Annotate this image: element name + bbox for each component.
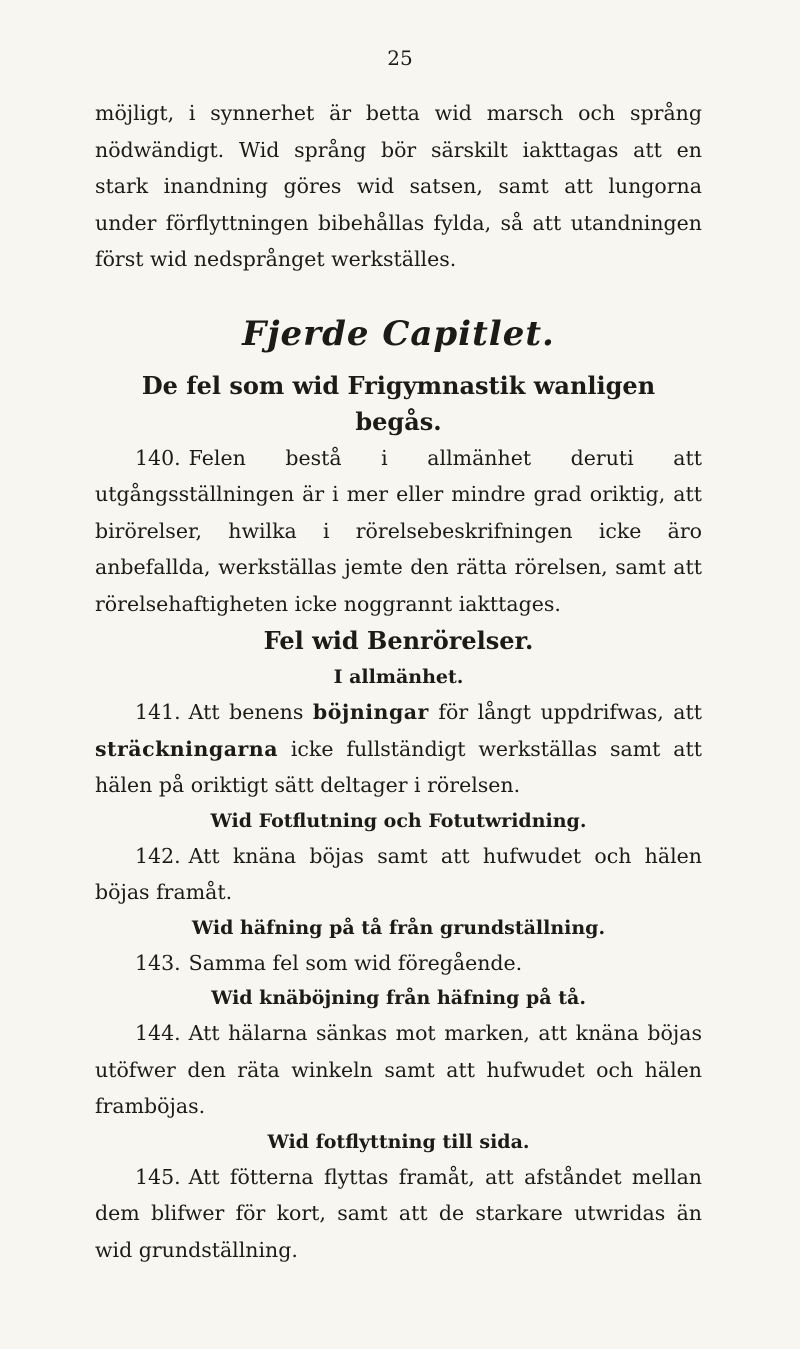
sub-heading-knaboj: Wid knäböjning från häfning på tå. — [211, 987, 586, 1009]
sub-heading-hafning: Wid häfning på tå från grundställning. — [191, 916, 606, 939]
sub-heading-allmanhet: I allmänhet. — [333, 666, 464, 688]
emphasis-term: sträckningarna — [95, 736, 278, 761]
paragraph-number: 143. — [135, 950, 181, 975]
chapter-heading: De fel som wid Frigymnastik wanligen begås. — [141, 370, 656, 436]
paragraph-number: 140. — [135, 445, 181, 470]
paragraph-142 — [95, 838, 702, 911]
paragraph-number: 144. — [135, 1021, 181, 1045]
sub-heading-fotflyttning: Wid fotflyttning till sida. — [267, 1130, 530, 1153]
paragraph-text: Samma fel som wid föregående. — [188, 950, 523, 975]
sub-heading-fotflutning: Wid Fotflutning och Fotutwridning. — [210, 809, 587, 832]
paragraph-140 — [95, 440, 702, 623]
paragraph-number: 141. — [135, 700, 181, 724]
paragraph-144 — [95, 1015, 702, 1125]
emphasis-term: böjningar — [312, 700, 429, 724]
chapter-title: Fjerde Capitlet. — [242, 313, 555, 354]
paragraph-text: Att knäna böjas samt att hufwudet och hälen böjas framåt. — [95, 843, 702, 904]
section-heading: Fel wid Benrörelser. — [263, 626, 534, 655]
paragraph-text: Felen bestå i allmänhet deruti att utgångsställningen är i mer eller mindre grad oriktig, att birörelser, hwilka i rörelsebeskrifningen icke äro anbefallda, werkställas jemte den rätta rörelsen, samt att rörelsehaftigheten icke noggrannt iakttages. — [95, 445, 702, 616]
paragraph-145 — [95, 1159, 702, 1269]
paragraph-text-after: icke fullständigt werkställas samt att hälen på oriktigt sätt deltager i rörelsen. — [95, 736, 702, 797]
paragraph-text-before: Att benens — [188, 700, 304, 724]
paragraph-text: Att fötterna flyttas framåt, att afståndet mellan dem blifwer för kort, samt att de starkare utwridas än wid grundställning. — [95, 1164, 702, 1262]
paragraph-text-middle: för långt uppdrifwas, att — [438, 700, 702, 724]
intro-paragraph: möjligt, i synnerhet är betta wid marsch och språng nödwändigt. Wid språng bör särskilt iakttagas att en stark inandning göres wid satsen, samt att lungorna under förflyttningen bibehållas fylda, så att utandningen först wid nedsprånget werkställes. — [95, 101, 702, 271]
paragraph-143 — [95, 945, 702, 982]
paragraph-141 — [95, 694, 702, 804]
page-content — [95, 95, 702, 1268]
paragraph-number: 145. — [135, 1164, 181, 1189]
page-number: 25 — [387, 46, 413, 70]
paragraph-number: 142. — [135, 843, 181, 868]
paragraph-text: Att hälarna sänkas mot marken, att knäna böjas utöfwer den räta winkeln samt att hufwudet och hälen framböjas. — [95, 1021, 702, 1118]
